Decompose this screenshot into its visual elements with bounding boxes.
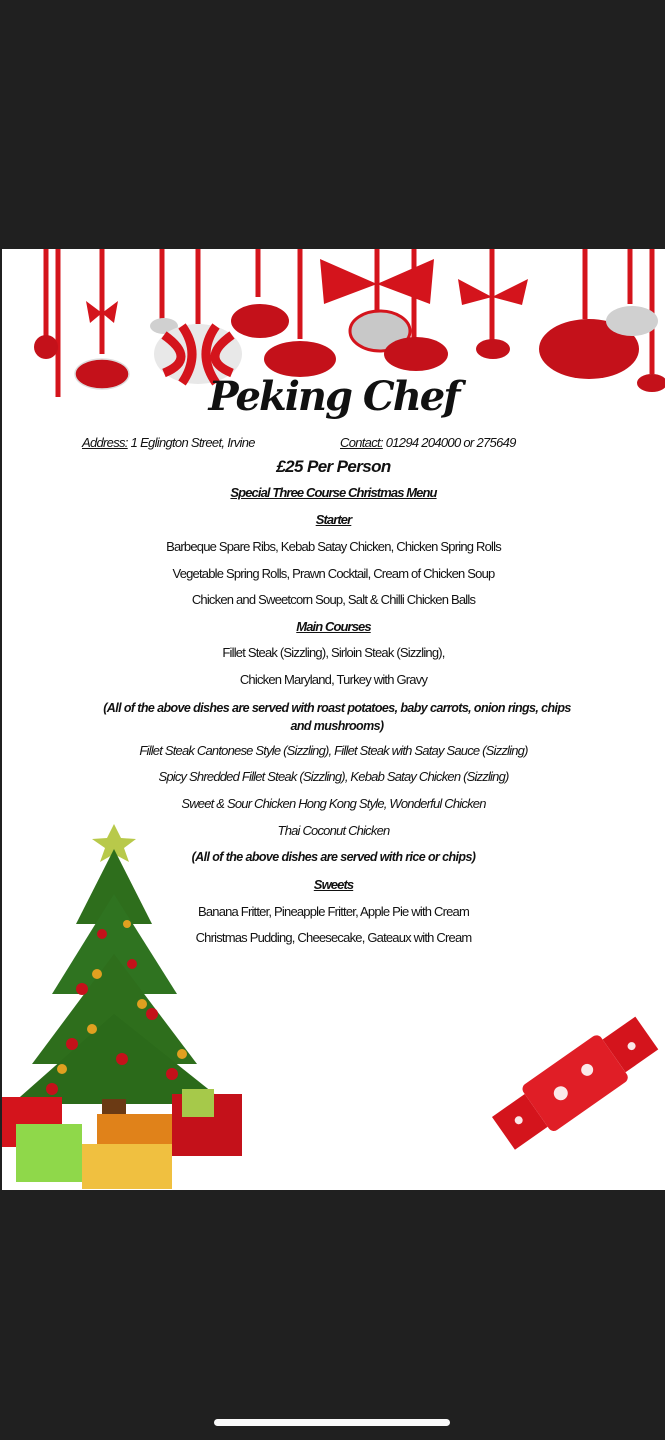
christmas-cracker-icon	[486, 994, 661, 1169]
starter-line: Vegetable Spring Rolls, Prawn Cocktail, Cream of Chicken Soup	[172, 566, 495, 581]
sweets-heading: Sweets	[313, 877, 354, 892]
main-courses-heading: Main Courses	[296, 619, 371, 634]
main-course-note: (All of the above dishes are served with roast potatoes, baby carrots, onion rings, chips and mushrooms)	[103, 701, 571, 733]
starter-line: Barbeque Spare Ribs, Kebab Satay Chicken, Chicken Spring Rolls	[166, 539, 501, 554]
address-label: Address:	[82, 435, 128, 450]
price-per-person: £25 Per Person	[276, 457, 391, 476]
menu-poster	[2, 249, 665, 1190]
starter-heading: Starter	[315, 512, 352, 527]
christmas-tree-icon	[2, 814, 252, 1189]
contact-line	[340, 435, 516, 450]
sweets-line: Christmas Pudding, Cheesecake, Gateaux with Cream	[195, 930, 472, 945]
main-course-note: (All of the above dishes are served with rice or chips)	[191, 850, 476, 864]
menu-title: Special Three Course Christmas Menu	[230, 485, 437, 500]
address-value: 1 Eglington Street, Irvine	[130, 435, 255, 450]
contact-value: 01294 204000 or 275649	[385, 435, 516, 450]
main-course-line: Sweet & Sour Chicken Hong Kong Style, Wonderful Chicken	[181, 796, 486, 811]
sweets-line: Banana Fritter, Pineapple Fritter, Apple Pie with Cream	[197, 904, 470, 919]
contact-label: Contact:	[340, 435, 383, 450]
starter-line: Chicken and Sweetcorn Soup, Salt & Chilli Chicken Balls	[191, 592, 476, 607]
main-course-line: Spicy Shredded Fillet Steak (Sizzling), Kebab Satay Chicken (Sizzling)	[158, 769, 509, 784]
main-course-line: Chicken Maryland, Turkey with Gravy	[239, 672, 428, 687]
main-course-line: Thai Coconut Chicken	[277, 823, 390, 838]
home-indicator[interactable]	[214, 1419, 450, 1426]
restaurant-name: Peking Chef	[208, 373, 459, 420]
address-line	[82, 435, 255, 450]
main-course-line: Fillet Steak (Sizzling), Sirloin Steak (Sizzling),	[222, 645, 445, 660]
main-course-line: Fillet Steak Cantonese Style (Sizzling), Fillet Steak with Satay Sauce (Sizzling)	[139, 743, 528, 758]
